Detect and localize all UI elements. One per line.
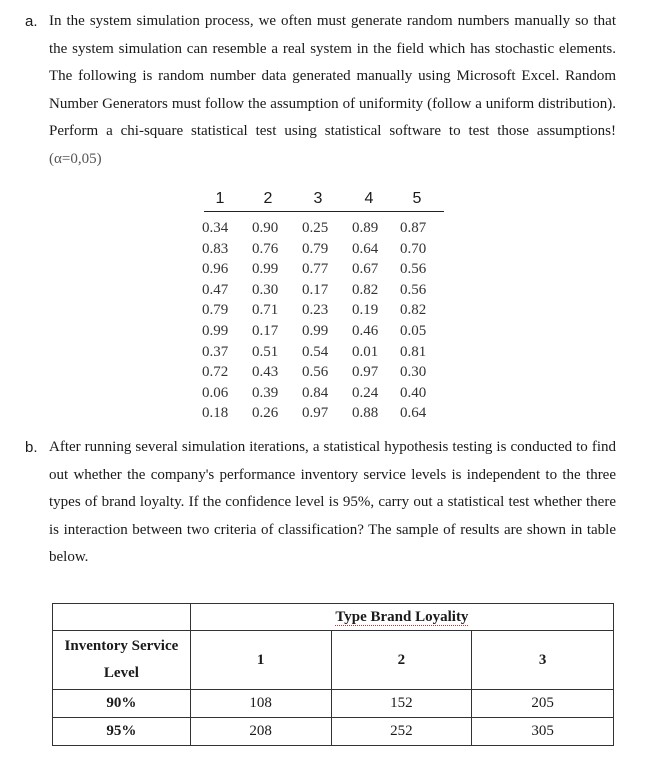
- rn-cell: 0.25: [302, 220, 329, 236]
- rn-col-5: 5: [412, 190, 422, 207]
- level-cell: 90%: [53, 690, 191, 718]
- rn-cell: 0.77: [302, 261, 329, 278]
- random-numbers-header: [204, 189, 444, 212]
- question-a-body: In the system simulation process, we often must generate random numbers manually so that the system simulation can resemble a real system in the field which has stochastic elements. The following is random number data generated manually using Microsoft Excel. Random Number Generators must follow the assumption of uniformity (follow a uniform distribution). Perform a chi-square statistical test using statistical software to test those assumptions!: [49, 13, 616, 140]
- table-corner-cell: [53, 604, 191, 631]
- question-b-marker: b.: [25, 439, 38, 456]
- rn-cell: 0.56: [302, 364, 329, 381]
- question-b-text: After running several simulation iterations, a statistical hypothesis testing is conducted to find out whether the company's performance inventory service levels is independent to the three types of brand loyalty. If the confidence level is 95%, carry out a statistical test whether there is interaction between two criteria of classification? The sample of results are shown in table below.: [49, 439, 616, 566]
- rn-cell: 0.18: [202, 405, 229, 422]
- rn-cell: 0.83: [202, 240, 229, 257]
- rn-cell: 0.82: [352, 281, 379, 298]
- rn-cell: 0.79: [302, 240, 329, 257]
- rn-col-3: 3: [313, 190, 323, 207]
- rn-cell: 0.46: [352, 322, 379, 339]
- rn-col-2: 2: [263, 190, 273, 207]
- table-title: Type Brand Loyality: [335, 608, 469, 625]
- level-cell: 95%: [53, 718, 191, 746]
- rn-col-1: 1: [215, 190, 225, 207]
- rn-cell: 0.24: [352, 384, 379, 401]
- value-cell: 152: [331, 690, 472, 718]
- question-a-marker: a.: [25, 13, 38, 30]
- column-header-3: 3: [472, 631, 614, 690]
- column-header-1: 1: [190, 631, 331, 690]
- rn-cell: 0.97: [302, 405, 329, 422]
- rn-cell: 0.90: [252, 220, 279, 236]
- value-cell: 205: [472, 690, 614, 718]
- rn-cell: 0.30: [400, 364, 427, 381]
- row-header-cell: Inventory Service Level: [53, 631, 191, 690]
- column-header-2: 2: [331, 631, 472, 690]
- rn-cell: 0.01: [352, 343, 379, 360]
- rn-cell: 0.06: [202, 384, 229, 401]
- rn-cell: 0.37: [202, 343, 229, 360]
- table-title-cell: [190, 604, 613, 631]
- table-row: [53, 718, 614, 746]
- rn-cell: 0.76: [252, 240, 279, 257]
- rn-cell: 0.72: [202, 364, 229, 381]
- rn-cell: 0.43: [252, 364, 279, 381]
- question-a-text: [49, 8, 616, 174]
- value-cell: 108: [190, 690, 331, 718]
- rn-cell: 0.84: [302, 384, 329, 401]
- alpha-value: (α=0,05): [49, 150, 102, 167]
- rn-cell: 0.88: [352, 405, 379, 422]
- rn-cell: 0.82: [400, 302, 427, 319]
- rn-cell: 0.34: [202, 220, 229, 236]
- rn-cell: 0.51: [252, 343, 279, 360]
- rn-cell: 0.56: [400, 281, 427, 298]
- rn-cell: 0.19: [352, 302, 379, 319]
- rn-cell: 0.96: [202, 261, 229, 278]
- rn-cell: 0.89: [352, 220, 379, 236]
- rn-cell: 0.99: [202, 322, 229, 339]
- rn-cell: 0.87: [400, 220, 427, 236]
- rn-cell: 0.39: [252, 384, 279, 401]
- rn-cell: 0.99: [302, 322, 329, 339]
- rn-cell: 0.97: [352, 364, 379, 381]
- table-row: [53, 690, 614, 718]
- rn-cell: 0.05: [400, 322, 427, 339]
- rn-cell: 0.47: [202, 281, 229, 298]
- value-cell: 252: [331, 718, 472, 746]
- value-cell: 305: [472, 718, 614, 746]
- rn-cell: 0.17: [252, 322, 279, 339]
- rn-cell: 0.64: [400, 405, 427, 422]
- rn-cell: 0.70: [400, 240, 427, 257]
- rn-cell: 0.54: [302, 343, 329, 360]
- rn-cell: 0.23: [302, 302, 329, 319]
- rn-cell: 0.64: [352, 240, 379, 257]
- rn-cell: 0.99: [252, 261, 279, 278]
- rn-cell: 0.26: [252, 405, 279, 422]
- rn-cell: 0.81: [400, 343, 427, 360]
- rn-cell: 0.30: [252, 281, 279, 298]
- rn-cell: 0.56: [400, 261, 427, 278]
- rn-cell: 0.71: [252, 302, 279, 319]
- rn-cell: 0.79: [202, 302, 229, 319]
- rn-cell: 0.40: [400, 384, 427, 401]
- value-cell: 208: [190, 718, 331, 746]
- rn-cell: 0.67: [352, 261, 379, 278]
- rn-col-4: 4: [364, 190, 374, 207]
- rn-cell: 0.17: [302, 281, 329, 298]
- brand-loyalty-table: [52, 603, 614, 746]
